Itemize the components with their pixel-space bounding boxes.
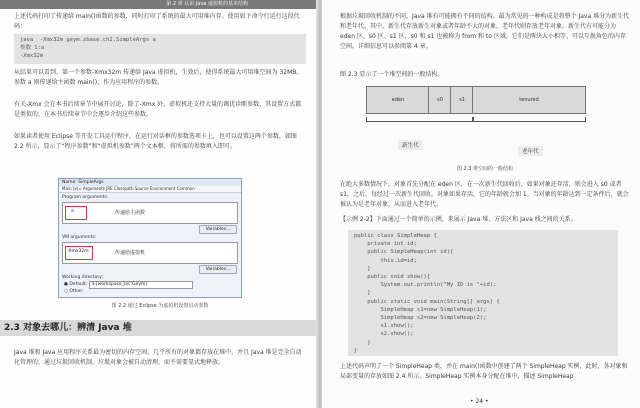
program-arguments-annotation: 传递给主函数 (115, 210, 146, 216)
eclipse-run-dialog (58, 178, 242, 298)
working-directory-default-radio[interactable]: ● Default: (64, 282, 88, 287)
vm-arguments-annotation: 传递给虚拟机 (115, 250, 146, 256)
code-listing (348, 230, 618, 356)
other-radio-label: Other: (69, 289, 84, 294)
paragraph: 根据垃圾回收机制的不同，Java 堆有可能拥有不同的结构。最为常见的一种构成是将整个 Java 堆分为新生代和老年代。其中，新生代存放新生对象或者年龄不大的对象，老年代则存放老年对象。新生代有可能分为 eden 区、s0 区、s1 区，s0 和 s1 也被称为 from 和 to 区域，它们是两块大小相等、可以互换角色的内存空间。详细信息可以参阅第 4 章。 (340, 13, 630, 50)
program-arguments-label: Program arguments: (62, 195, 109, 200)
vm-arguments-label: VM arguments: (62, 235, 97, 240)
paragraph: 从结果可以看到，第一个参数-Xmx32m 传递给 Java 虚拟机，生效后，使得系统最大可用堆空间为 32MB。参数 a 则传递给主函数 main()，作为应用程序的参数。 (14, 69, 303, 86)
dialog-tabs: Main (x)= Arguments JRE Classpath Source Environment Common (59, 186, 241, 193)
paragraph: 有关-Xmx 会在本书后续章节中展开讨论，除了-Xmx 外，虚拟机还支持大量的调优诊断参数，其设置方式都是类似的，在本书后续章节中会逐步介绍这些参数。 (14, 101, 302, 118)
paragraph: Java 堆和 Java 应用程序关系最为密切的内存空间，几乎所有的对象都存放在堆中，并且 Java 堆是完全自动化管理的，通过垃圾回收机制，垃圾对象会被自动清理，而不需要显式地释放。 (14, 349, 302, 366)
vm-arguments-value: -Xmx32m (67, 249, 89, 254)
figure-caption: 图 2.2 通过 Eclipse 为虚拟机设置启动参数 (111, 303, 209, 309)
tenured-space: tenured (472, 86, 586, 114)
young-gen-bracket (366, 117, 474, 122)
code-line: } (354, 290, 371, 297)
section-heading: 2.3 对象去哪儿：辨清 Java 堆 (0, 320, 318, 336)
code-line: s1.show(); (354, 323, 414, 330)
running-header: 第 2 章 认识 Java 虚拟机的基本结构 (0, 0, 318, 9)
code-line: private int id; (354, 241, 417, 248)
paragraph: 如果读者使用 Eclipse 等开发工具运行程序，在运行对话框的参数选项卡上，也可以设置这两个参数，如图 2.2 所示，显示了“程序参数”和“虚拟机参数”两个文本框，将所需的参数填入即可。 (14, 133, 297, 150)
paragraph: 图 2.3 显示了一个堆空间的一般结构。 (340, 71, 444, 78)
working-directory-default-field[interactable]: ${workspace_loc:Geym} (89, 281, 193, 289)
variables-button[interactable]: Variables... (199, 225, 237, 234)
paragraph: 上述代码声明了一个 SimpleHeap 类，并在 main()函数中创建了两个 SimpleHeap 实例，此时，各对象和局部变量的存放如图 2.4 所示。SimpleHeap 实例本身分配在堆中，描述 SimpleHeap (340, 363, 628, 380)
s0-space: s0 (428, 86, 452, 114)
eden-space: eden (366, 86, 430, 114)
code-line: java -Xmx32m geym.zbase.ch2.SimpleArgs a (20, 37, 156, 43)
page-number: • 24 • (470, 398, 489, 405)
default-radio-label: Default: (69, 282, 88, 287)
highlight-box (65, 206, 87, 220)
example-intro: 【示例 2-2】下面通过一个简单的示例，来展示 Java 堆、方法区和 Java 栈之间的关系。 (340, 216, 577, 223)
code-line: -Xmx32m (20, 53, 44, 59)
paragraph: 在绝大多数情况下，对象首先分配在 eden 区，在一次新生代回收后，如果对象还存活，则会进入 s0 或者 s1，之后，每经过一次新生代回收，对象如果存活，它的年龄就会加 1。当对象的年龄达到一定条件后，就会被认为是老年对象，从而进入老年代。 (340, 181, 629, 208)
program-arguments-value: a (71, 209, 74, 214)
code-line: } (354, 265, 371, 272)
paragraph: 上述代码打印了传递给 main()函数的参数，同时打印了系统的最大可用堆内存。使用如下命令行运行这段代码： (14, 13, 300, 30)
working-directory-other-radio[interactable]: ○ Other: (64, 289, 84, 294)
code-line: } (354, 347, 358, 354)
old-gen-bracket (472, 117, 586, 122)
right-page (322, 0, 640, 408)
code-line: public static void main(String[] args) { (354, 298, 500, 305)
working-directory-label: Working directory: (62, 275, 104, 280)
code-line: public class SimpleHeap { (354, 233, 437, 239)
code-line: s2.show(); (354, 331, 414, 338)
code-block (14, 34, 306, 64)
code-line: public void show(){ (354, 274, 431, 281)
vm-arguments-field[interactable] (62, 242, 238, 264)
dialog-title: Name: SimpleArgs (59, 179, 241, 186)
code-line: public SimpleHeap(int id){ (354, 249, 454, 256)
program-arguments-field[interactable] (62, 202, 238, 224)
code-line: } (354, 339, 371, 346)
code-line: 参数 1:a (20, 45, 45, 51)
code-line: this.id=id; (354, 257, 417, 264)
code-line: System.out.println("My ID is "+id); (354, 282, 497, 289)
code-line: SimpleHeap s2=new SimpleHeap(2); (354, 315, 487, 322)
young-generation-label: 新生代 (398, 140, 423, 150)
code-line: SimpleHeap s1=new SimpleHeap(1); (354, 306, 487, 313)
variables-button[interactable]: Variables... (199, 265, 237, 274)
figure-caption: 图 2.3 堆空间的一般结构 (456, 166, 514, 172)
s1-space: s1 (450, 86, 474, 114)
left-page (0, 0, 318, 408)
old-generation-label: 老年代 (518, 146, 543, 156)
